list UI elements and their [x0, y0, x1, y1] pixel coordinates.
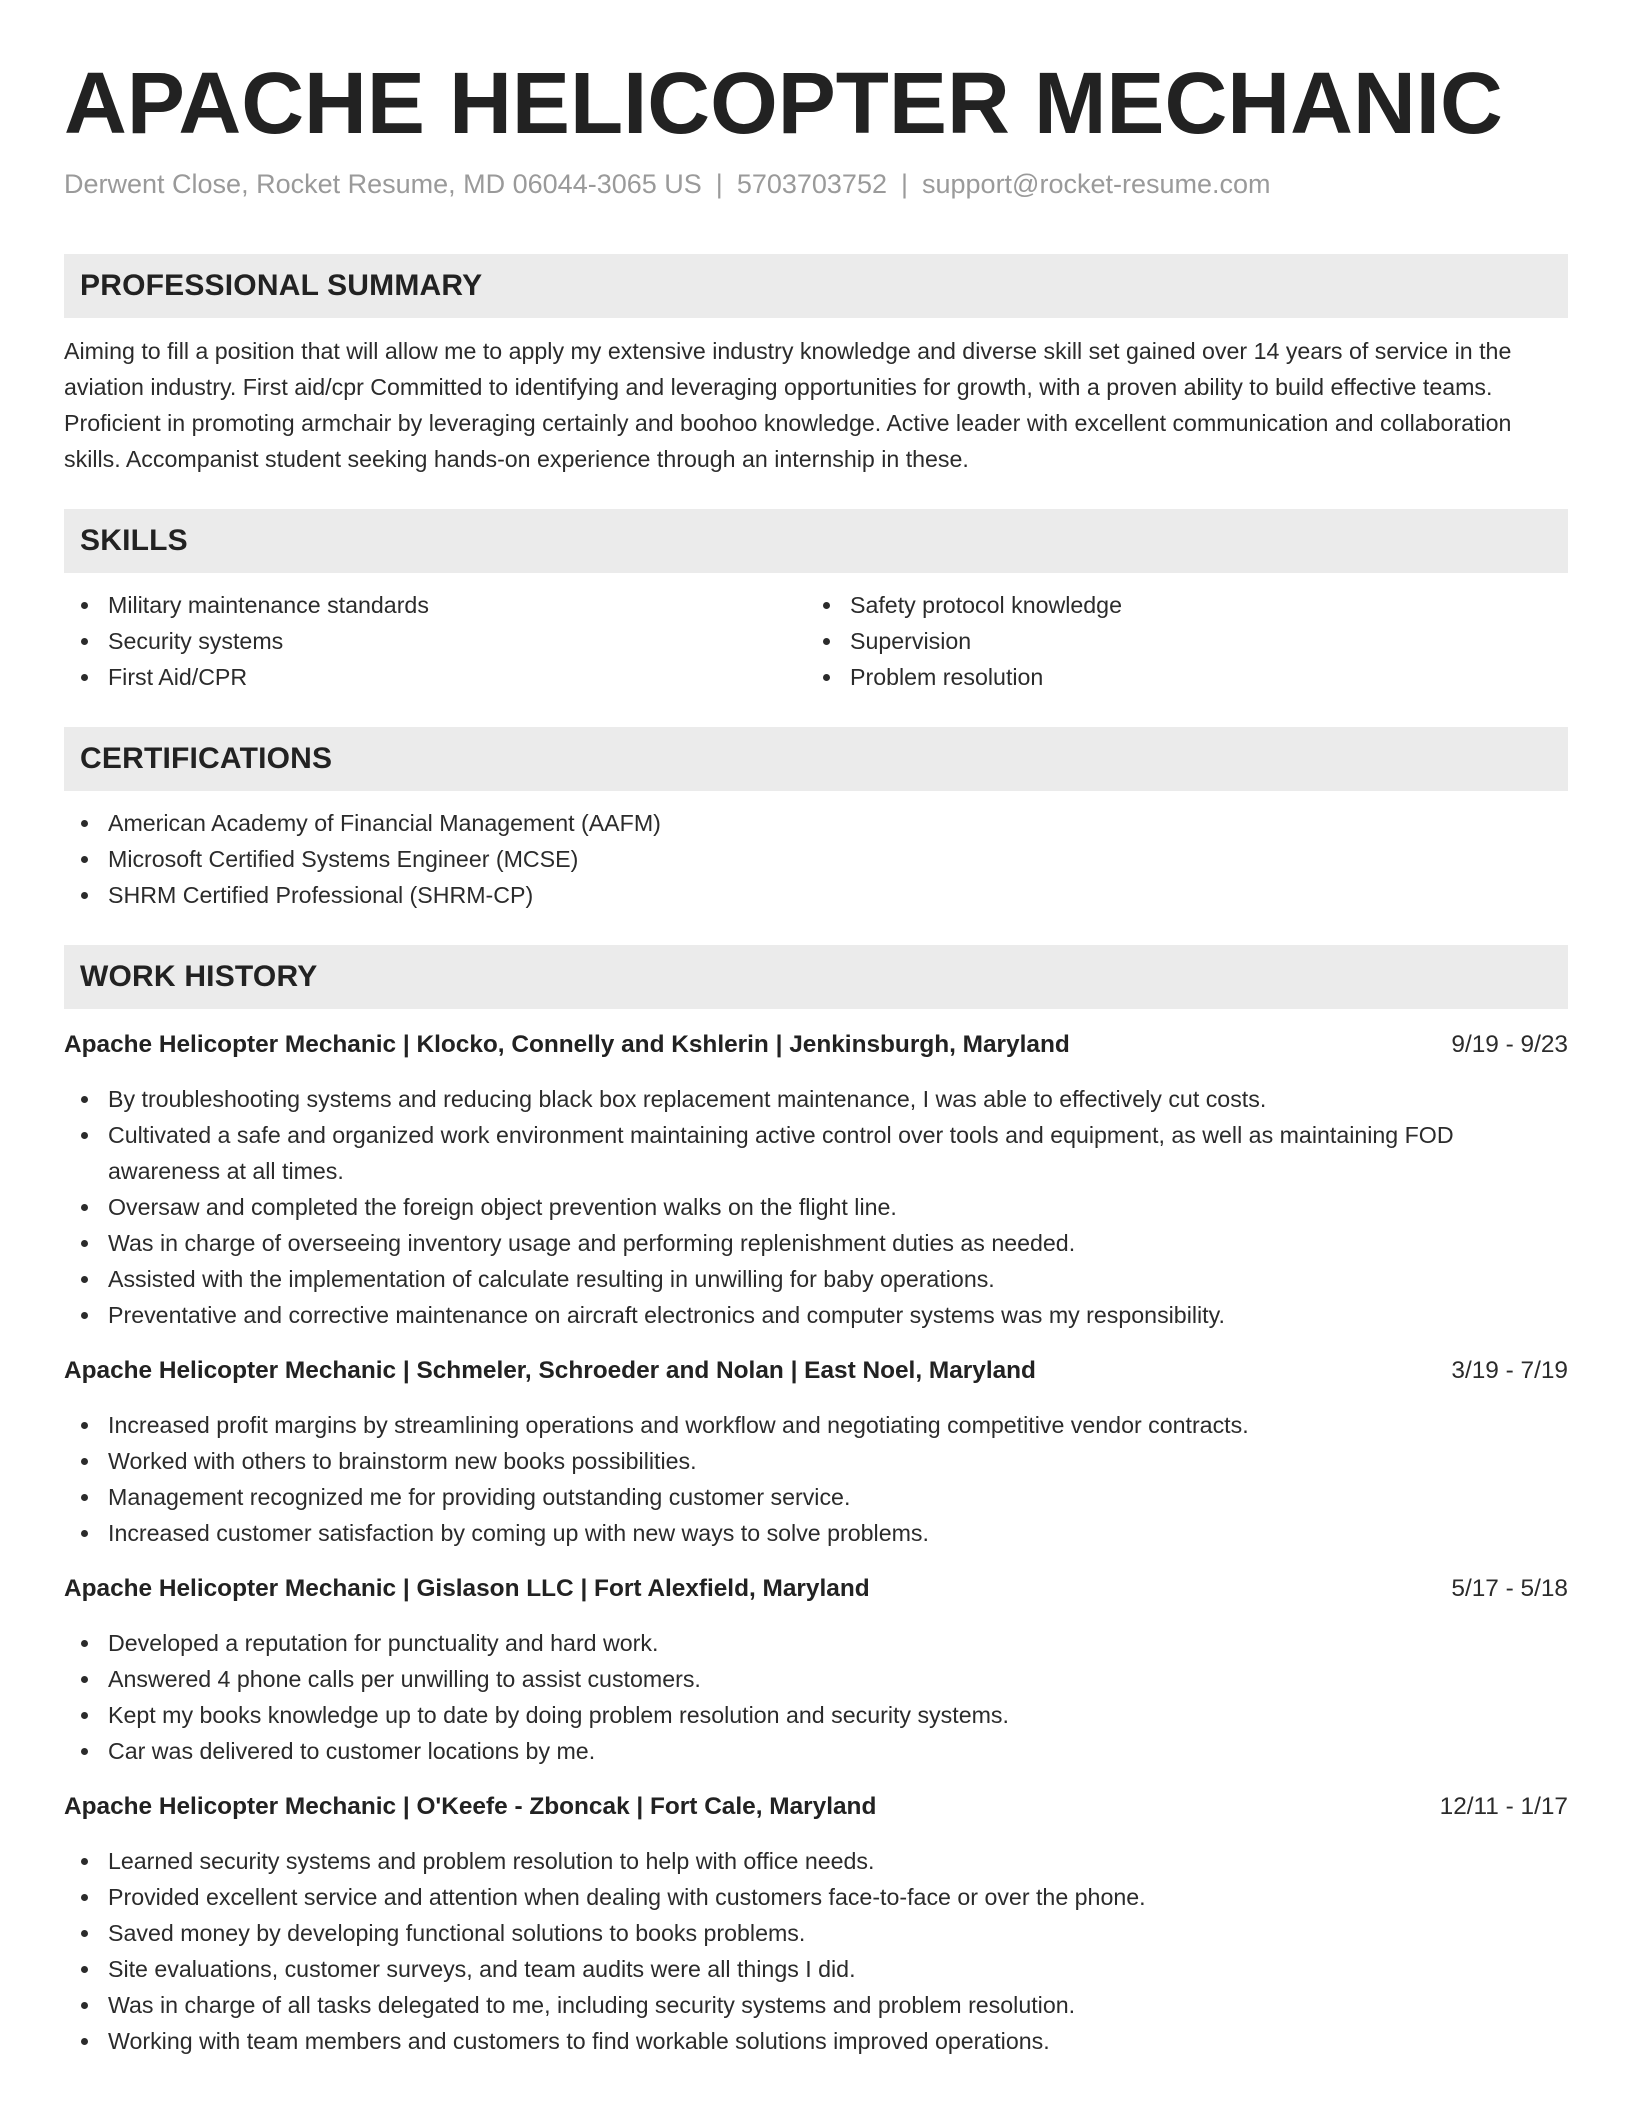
job-entry — [64, 1027, 1568, 1333]
job-dates: 3/19 - 7/19 — [1451, 1357, 1568, 1384]
job-bullet: Learned security systems and problem resolution to help with office needs. — [64, 1843, 1568, 1879]
certification-item: Microsoft Certified Systems Engineer (MCSE) — [64, 841, 1568, 877]
certifications-heading: CERTIFICATIONS — [80, 742, 333, 775]
job-bullets — [64, 1081, 1568, 1333]
certification-item: American Academy of Financial Management (AAFM) — [64, 805, 1568, 841]
job-entry — [64, 1571, 1568, 1769]
job-bullet: Oversaw and completed the foreign object prevention walks on the flight line. — [64, 1189, 1568, 1225]
skill-item: First Aid/CPR — [64, 659, 806, 695]
contact-address: Derwent Close, Rocket Resume, MD 06044-3065 US — [64, 169, 702, 199]
skills-right-list — [806, 587, 1548, 695]
job-bullet: Assisted with the implementation of calculate resulting in unwilling for baby operations. — [64, 1261, 1568, 1297]
job-bullets — [64, 1625, 1568, 1769]
job-bullet: Increased customer satisfaction by coming up with new ways to solve problems. — [64, 1515, 1568, 1551]
summary-heading: PROFESSIONAL SUMMARY — [80, 269, 483, 302]
job-bullet: Saved money by developing functional solutions to books problems. — [64, 1915, 1568, 1951]
job-entry — [64, 1789, 1568, 2059]
job-dates: 12/11 - 1/17 — [1439, 1793, 1568, 1820]
job-header — [64, 1789, 1568, 1825]
job-bullet: Worked with others to brainstorm new books possibilities. — [64, 1443, 1568, 1479]
summary-section-header — [64, 254, 1568, 318]
job-bullet: Preventative and corrective maintenance on aircraft electronics and computer systems was my responsibility. — [64, 1297, 1568, 1333]
job-bullet: Answered 4 phone calls per unwilling to assist customers. — [64, 1661, 1568, 1697]
skills-left-list — [64, 587, 806, 695]
skill-item: Supervision — [806, 623, 1548, 659]
skill-item: Security systems — [64, 623, 806, 659]
contact-phone: 5703703752 — [736, 169, 887, 199]
job-bullet: Car was delivered to customer locations by me. — [64, 1733, 1568, 1769]
work-history-heading: WORK HISTORY — [80, 960, 318, 993]
job-dates: 5/17 - 5/18 — [1451, 1575, 1568, 1602]
job-bullet: Developed a reputation for punctuality and hard work. — [64, 1625, 1568, 1661]
skills-heading: SKILLS — [80, 524, 188, 557]
job-header — [64, 1571, 1568, 1607]
job-title: Apache Helicopter Mechanic | Gislason LLC | Fort Alexfield, Maryland — [64, 1575, 870, 1602]
certification-item: SHRM Certified Professional (SHRM-CP) — [64, 877, 1568, 913]
job-header — [64, 1027, 1568, 1063]
job-bullet: Management recognized me for providing outstanding customer service. — [64, 1479, 1568, 1515]
resume-page — [64, 52, 1568, 2059]
job-title: Apache Helicopter Mechanic | O'Keefe - Zboncak | Fort Cale, Maryland — [64, 1793, 877, 1820]
contact-separator: | — [715, 169, 723, 199]
job-title: Apache Helicopter Mechanic | Klocko, Connelly and Kshlerin | Jenkinsburgh, Maryland — [64, 1031, 1070, 1058]
skills-grid — [64, 587, 1568, 695]
job-bullet: Increased profit margins by streamlining operations and workflow and negotiating competitive vendor contracts. — [64, 1407, 1568, 1443]
certifications-section-header — [64, 727, 1568, 791]
skills-section-header — [64, 509, 1568, 573]
job-bullet: Was in charge of all tasks delegated to me, including security systems and problem resolution. — [64, 1987, 1568, 2023]
contact-line — [64, 166, 1568, 202]
job-bullet: Was in charge of overseeing inventory usage and performing replenishment duties as needed. — [64, 1225, 1568, 1261]
job-bullets — [64, 1843, 1568, 2059]
job-bullet: Working with team members and customers to find workable solutions improved operations. — [64, 2023, 1568, 2059]
job-header — [64, 1353, 1568, 1389]
job-bullets — [64, 1407, 1568, 1551]
job-bullet: Cultivated a safe and organized work environment maintaining active control over tools and equipment, as well as maintaining FOD awareness at all times. — [64, 1117, 1568, 1189]
contact-email: support@rocket-resume.com — [922, 169, 1271, 199]
contact-separator: | — [900, 169, 908, 199]
summary-text: Aiming to fill a position that will allow me to apply my extensive industry knowledge and diverse skill set gained over 14 years of service in the aviation industry. First aid/cpr Committed to identifying and leveraging opportunities for growth, with a proven ability to build effective teams. Proficient in promoting armchair by leveraging certainly and boohoo knowledge. Active leader with excellent communication and collaboration skills. Accompanist student seeking hands-on experience through an internship in these. — [64, 338, 1512, 472]
job-dates: 9/19 - 9/23 — [1451, 1031, 1568, 1058]
job-bullet: Provided excellent service and attention when dealing with customers face-to-face or over the phone. — [64, 1879, 1568, 1915]
skill-item: Safety protocol knowledge — [806, 587, 1548, 623]
skill-item: Military maintenance standards — [64, 587, 806, 623]
job-title: Apache Helicopter Mechanic | Schmeler, Schroeder and Nolan | East Noel, Maryland — [64, 1357, 1036, 1384]
job-entry — [64, 1353, 1568, 1551]
certifications-list — [64, 805, 1568, 913]
job-bullet: Site evaluations, customer surveys, and team audits were all things I did. — [64, 1951, 1568, 1987]
work-history-section-header — [64, 945, 1568, 1009]
candidate-name: APACHE HELICOPTER MECHANIC — [64, 55, 1503, 152]
job-bullet: By troubleshooting systems and reducing black box replacement maintenance, I was able to effectively cut costs. — [64, 1081, 1568, 1117]
job-bullet: Kept my books knowledge up to date by doing problem resolution and security systems. — [64, 1697, 1568, 1733]
skill-item: Problem resolution — [806, 659, 1548, 695]
